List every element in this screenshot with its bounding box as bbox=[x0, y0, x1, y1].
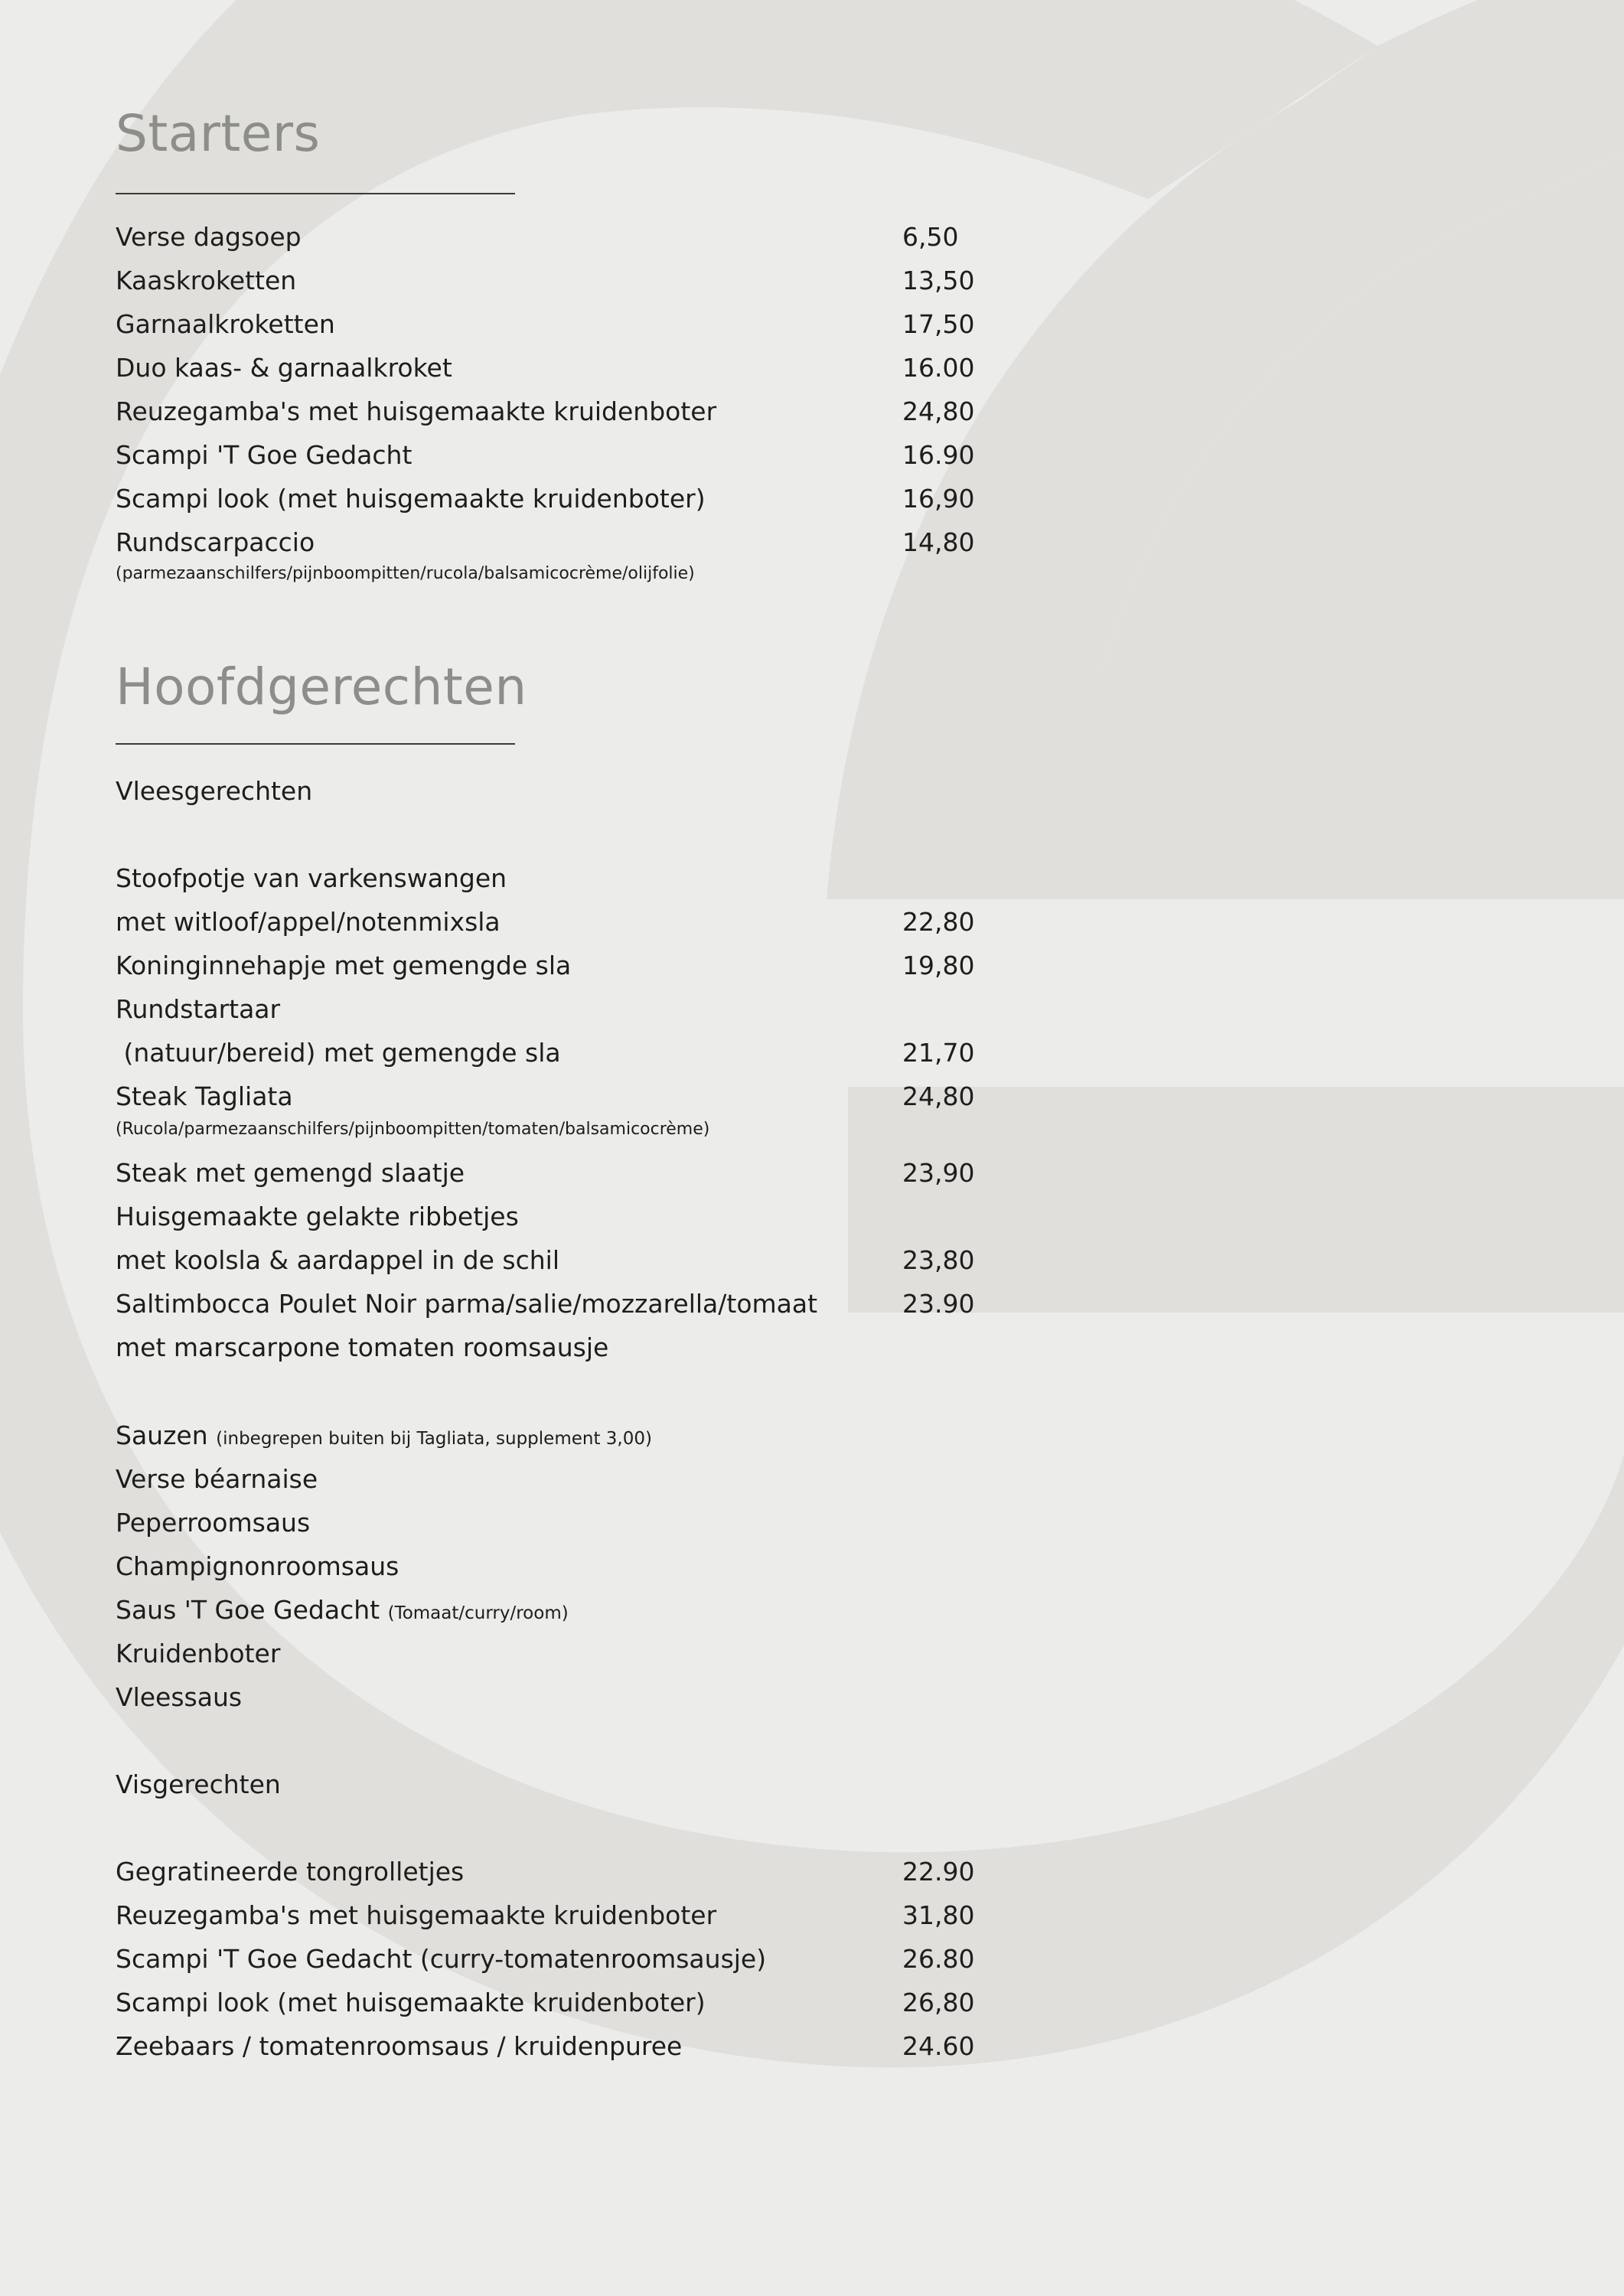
menu-item bbox=[116, 477, 1034, 520]
item-name bbox=[116, 1675, 242, 1723]
item-name: met koolsla & aardappel in de schil bbox=[116, 1245, 560, 1275]
item-price: 31,80 bbox=[902, 1900, 975, 1930]
item-name: Stoofpotje van varkenswangen bbox=[116, 863, 507, 893]
item-name: met witloof/appel/notenmixsla bbox=[116, 907, 501, 937]
item-name: Duo kaas- & garnaalkroket bbox=[116, 353, 452, 383]
item-price: 23.90 bbox=[902, 1289, 975, 1319]
menu-item bbox=[116, 1981, 1034, 2024]
item-price: 19,80 bbox=[902, 951, 975, 980]
item-price: 24,80 bbox=[902, 396, 975, 426]
sauzen-heading-text: Sauzen bbox=[116, 1420, 208, 1450]
section-title-hoofdgerechten: Hoofdgerechten bbox=[116, 657, 527, 716]
menu-item bbox=[116, 1195, 1034, 1238]
subsection-heading-label: Vleesgerechten bbox=[116, 776, 313, 806]
subsection-heading-vlees bbox=[116, 769, 1034, 813]
item-name bbox=[116, 1632, 280, 1679]
item-description: (parmezaanschilfers/pijnboompitten/rucola/balsamicocrème/olijfolie) bbox=[116, 564, 695, 583]
subsection-heading-sauzen bbox=[116, 1414, 1034, 1457]
menu-item bbox=[116, 944, 1034, 987]
menu-item bbox=[116, 259, 1034, 302]
menu-item bbox=[116, 1893, 1034, 1937]
menu-item bbox=[116, 1937, 1034, 1981]
item-name: Scampi 'T Goe Gedacht bbox=[116, 440, 413, 470]
item-name: (natuur/bereid) met gemengde sla bbox=[116, 1038, 561, 1068]
item-price: 22,80 bbox=[902, 907, 975, 937]
item-price: 26,80 bbox=[902, 1988, 975, 2017]
item-price: 17,50 bbox=[902, 309, 975, 339]
item-name: Reuzegamba's met huisgemaakte kruidenboter bbox=[116, 396, 717, 426]
sauce-name: Kruidenboter bbox=[116, 1639, 281, 1668]
item-name: Garnaalkroketten bbox=[116, 309, 335, 339]
subsection-heading-vis bbox=[116, 1763, 1034, 1806]
item-price: 26.80 bbox=[902, 1944, 975, 1974]
sauce-name: Champignonroomsaus bbox=[116, 1551, 399, 1581]
item-name: Koninginnehapje met gemengde sla bbox=[116, 951, 572, 980]
item-name: Scampi look (met huisgemaakte kruidenboter) bbox=[116, 484, 706, 514]
section-divider bbox=[116, 193, 515, 194]
item-name bbox=[116, 1544, 399, 1592]
item-price: 21,70 bbox=[902, 1038, 975, 1068]
menu-item bbox=[116, 987, 1034, 1031]
sauce-name: Vleessaus bbox=[116, 1682, 243, 1712]
sauce-name: Saus 'T Goe Gedacht bbox=[116, 1595, 380, 1625]
menu-item bbox=[116, 520, 1034, 564]
item-name: Scampi 'T Goe Gedacht (curry-tomatenroomsausje) bbox=[116, 1944, 767, 1974]
section-divider bbox=[116, 743, 515, 745]
item-name: Kaaskroketten bbox=[116, 266, 297, 295]
menu-item bbox=[116, 215, 1034, 259]
sauce-name: Verse béarnaise bbox=[116, 1464, 318, 1494]
item-description: (Rucola/parmezaanschilfers/pijnboompitten/tomaten/balsamicocrème) bbox=[116, 1120, 710, 1139]
item-name: Rundstartaar bbox=[116, 994, 281, 1024]
sauce-item bbox=[116, 1675, 1034, 1719]
item-price: 14,80 bbox=[902, 527, 975, 557]
menu-item bbox=[116, 1151, 1034, 1195]
sauce-item bbox=[116, 1632, 1034, 1675]
item-price: 23,90 bbox=[902, 1158, 975, 1188]
sauce-name: Peperroomsaus bbox=[116, 1508, 311, 1538]
sauce-item bbox=[116, 1544, 1034, 1588]
sauce-item bbox=[116, 1501, 1034, 1544]
menu-item bbox=[116, 856, 1034, 900]
item-name: Gegratineerde tongrolletjes bbox=[116, 1857, 465, 1887]
sauzen-heading-note: (inbegrepen buiten bij Tagliata, supplement 3,00) bbox=[216, 1429, 652, 1449]
menu-item bbox=[116, 1326, 1034, 1369]
item-name: Reuzegamba's met huisgemaakte kruidenboter bbox=[116, 1900, 717, 1930]
sauce-item bbox=[116, 1588, 1034, 1632]
menu-item bbox=[116, 1075, 1034, 1118]
item-name: Rundscarpaccio bbox=[116, 527, 315, 557]
item-price: 16.00 bbox=[902, 353, 975, 383]
item-name bbox=[116, 1457, 318, 1505]
menu-item bbox=[116, 390, 1034, 433]
item-price: 23,80 bbox=[902, 1245, 975, 1275]
item-name: Steak met gemengd slaatje bbox=[116, 1158, 465, 1188]
item-name: Zeebaars / tomatenroomsaus / kruidenpuree bbox=[116, 2031, 683, 2061]
item-price: 22.90 bbox=[902, 1857, 975, 1887]
item-price: 6,50 bbox=[902, 222, 959, 252]
item-price: 24.60 bbox=[902, 2031, 975, 2061]
menu-item bbox=[116, 433, 1034, 477]
item-price: 13,50 bbox=[902, 266, 975, 295]
item-name: Huisgemaakte gelakte ribbetjes bbox=[116, 1202, 519, 1231]
item-name bbox=[116, 1501, 310, 1548]
item-price: 24,80 bbox=[902, 1081, 975, 1111]
item-price: 16,90 bbox=[902, 484, 975, 514]
menu-item bbox=[116, 2024, 1034, 2068]
item-name: Verse dagsoep bbox=[116, 222, 302, 252]
item-name bbox=[116, 1588, 569, 1636]
menu-item bbox=[116, 1238, 1034, 1282]
menu-page bbox=[116, 0, 1034, 2296]
item-name: met marscarpone tomaten roomsausje bbox=[116, 1332, 609, 1362]
menu-item bbox=[116, 1850, 1034, 1893]
menu-item bbox=[116, 900, 1034, 944]
menu-item bbox=[116, 302, 1034, 346]
item-price: 16.90 bbox=[902, 440, 975, 470]
item-name: Saltimbocca Poulet Noir parma/salie/mozzarella/tomaat bbox=[116, 1289, 818, 1319]
sauce-note: (Tomaat/curry/room) bbox=[387, 1603, 569, 1623]
subsection-heading-label: Visgerechten bbox=[116, 1769, 281, 1799]
subsection-heading-label bbox=[116, 1414, 652, 1461]
sauce-item bbox=[116, 1457, 1034, 1501]
menu-item bbox=[116, 1031, 1034, 1075]
menu-item bbox=[116, 1282, 1034, 1326]
menu-item bbox=[116, 346, 1034, 390]
section-title-starters: Starters bbox=[116, 104, 321, 163]
item-name: Scampi look (met huisgemaakte kruidenboter) bbox=[116, 1988, 706, 2017]
item-name: Steak Tagliata bbox=[116, 1081, 293, 1111]
